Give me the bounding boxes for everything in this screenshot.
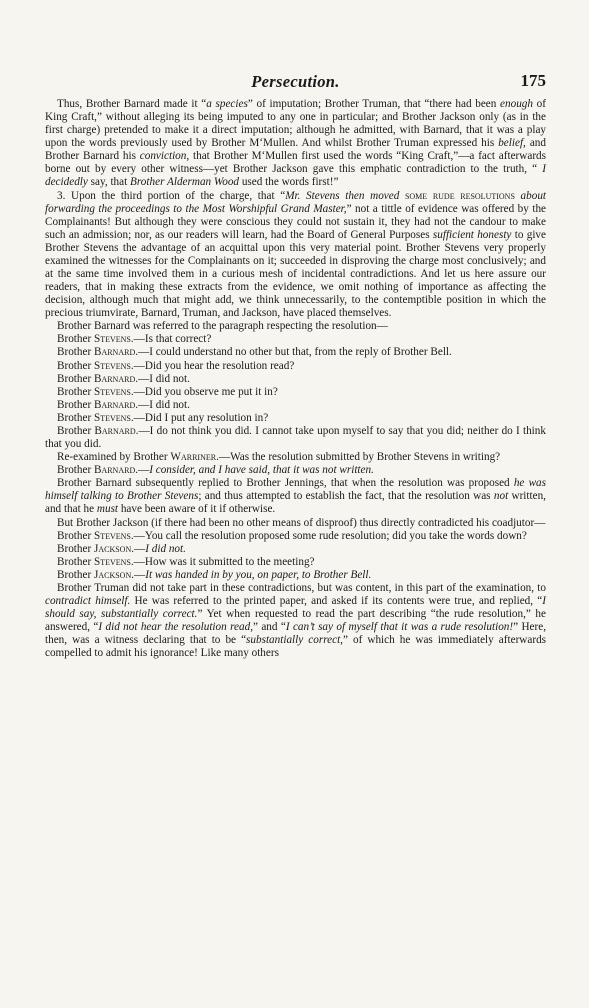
paragraph (45, 569, 546, 582)
italic-text: he was himself talking to Brother Stevens (45, 477, 546, 503)
paragraph (45, 412, 546, 425)
text-run: ; and thus attempted to establish the fact, that the resolution was (198, 490, 494, 503)
text-run: Brother Truman did not take part in these contradictions, but was content, in this part of the examination, to (57, 581, 546, 594)
small-caps-text: Barnard (93, 372, 136, 385)
text-run: ” of which he was immediately afterwards compelled to admit his ignorance! Like many others (45, 634, 547, 660)
text-run: Brother (57, 411, 94, 424)
italic-text: Brother Alderman Wood (130, 176, 240, 189)
text-run: Brother (57, 542, 94, 555)
text-run: of King Craft,” without alleging its being imputed to any one in particular; and Brother Jackson only (as in the first charge) pretended to make it a direct imputation; although he admitted, with Barnard, that it was a play upon the words previously used by Brother M‘Mullen. And whilst Brother Truman expressed his (45, 98, 546, 150)
small-caps-text: Stevens (93, 359, 131, 372)
small-caps-text: Jackson (93, 568, 132, 581)
italic-text: about forwarding the proceedings to the Most Worshipful Grand Master, (45, 189, 547, 215)
text-run: .—I could understand no other but that, from the reply of Brother Bell. (135, 346, 452, 359)
italic-text: sufficient honesty (432, 228, 512, 241)
text-run: written, and that he (45, 490, 546, 516)
text-run: .—I do not think you did. I cannot take upon myself to say that you did; neither do I think that you did. (45, 424, 546, 451)
italic-text: Mr. Stevens then moved (285, 189, 400, 202)
italic-text: I should say, substantially correct. (45, 594, 546, 621)
italic-text: I did not. (145, 542, 186, 555)
italic-text: must (96, 503, 119, 516)
small-caps-text: Barnard (94, 424, 136, 437)
italic-text: belief, (498, 137, 526, 150)
text-run: He was referred to the printed paper, and asked if its contents were true, and replied, “ (130, 594, 543, 607)
small-caps-text: Stevens (93, 333, 131, 346)
text-run: Brother Barnard was referred to the paragraph respecting the resolution— (57, 320, 388, 333)
paragraph (45, 582, 546, 660)
text-run: .—I did not. (135, 398, 190, 411)
small-caps-text: Stevens (93, 385, 131, 398)
paragraph (45, 477, 546, 516)
italic-text: conviction, (139, 150, 190, 163)
paragraph (45, 190, 546, 321)
text-run: Brother (57, 464, 94, 477)
text-run: .—I did not. (135, 372, 190, 385)
text-run: Brother Barnard subsequently replied to Brother Jennings, that when the resolution was proposed (57, 477, 514, 490)
page-number: 175 (520, 71, 546, 90)
text-run: Brother (57, 568, 94, 581)
text-run: ” Here, then, was a witness declaring that to be “ (45, 621, 546, 647)
text-run: .— (135, 464, 150, 477)
text-run: have been aware of it if otherwise. (118, 503, 276, 516)
text-run: Brother (57, 398, 94, 411)
italic-text: enough (500, 98, 533, 110)
text-run: Re-examined by Brother (57, 451, 171, 464)
small-caps-text: Jackson (93, 542, 132, 555)
text-run: and Brother Barnard his (45, 137, 546, 163)
italic-text: not (493, 490, 509, 503)
text-run: Brother (57, 424, 95, 437)
italic-text: substantially correct, (246, 634, 343, 647)
paragraph (45, 386, 546, 399)
text-run: say, that (87, 176, 131, 189)
paragraph (45, 517, 546, 530)
text-run: Brother (57, 333, 94, 346)
paragraph (45, 556, 546, 569)
text-run: .— (131, 542, 146, 555)
text-run: .—How was it submitted to the meeting? (130, 555, 315, 568)
small-caps-text: Warriner (170, 451, 217, 464)
text-run: ” not a tittle of evidence was offered by the Complainants! But although they were conscious they could not sustain it, they had not the candour to make such an admission; nor, as our readers will learn, had the Board of General Purposes (45, 202, 546, 241)
paragraph (45, 98, 546, 190)
text-run: But Brother Jackson (if there had been no other means of disproof) thus directly contradicted his coadjutor— (57, 516, 546, 529)
text-run: that Brother M‘Mullen first used the words “King Craft,”—a fact afterwards borne out by every other witness—yet Brother Jackson gave this emphatic contradiction to the truth, “ (45, 150, 547, 176)
paragraph (45, 346, 546, 359)
text-run: Brother (57, 372, 94, 385)
paragraph (45, 320, 546, 333)
paragraph (45, 543, 546, 556)
text-run: 3. Upon the third portion of the charge, that “ (57, 189, 286, 202)
small-caps-text: Barnard (93, 464, 136, 477)
small-caps-text: Barnard (93, 346, 136, 359)
page-header (45, 72, 546, 98)
text-run: ” and “ (253, 621, 286, 634)
paragraph (45, 333, 546, 346)
paragraph (45, 464, 546, 477)
small-caps-text: Stevens (93, 411, 131, 424)
italic-text: I decidedly (45, 163, 546, 189)
text-run: .—Did you observe me put it in? (130, 385, 278, 398)
text-run: Brother (57, 385, 94, 398)
text-run: Brother (57, 346, 94, 359)
small-caps-text: some rude resolutions (399, 189, 515, 202)
small-caps-text: Stevens (93, 529, 131, 542)
small-caps-text: Barnard (93, 398, 136, 411)
text-run: Thus, Brother Barnard made it “ (57, 98, 207, 110)
body-text (45, 98, 546, 660)
italic-text: contradict himself. (45, 594, 131, 607)
paragraph (45, 373, 546, 386)
paragraph (45, 425, 546, 451)
paragraph (45, 530, 546, 543)
small-caps-text: Stevens (93, 555, 131, 568)
italic-text: a species (206, 98, 248, 110)
italic-text: I consider, and I have said, that it was not written. (149, 464, 374, 477)
italic-text: It was handed in by you, on paper, to Brother Bell. (145, 568, 372, 581)
text-run: .—Did you hear the resolution read? (130, 359, 295, 372)
paragraph (45, 360, 546, 373)
text-run: .—Was the resolution submitted by Brother Stevens in writing? (216, 451, 501, 464)
text-run: Brother (57, 555, 94, 568)
text-run: ” Yet when requested to read the part describing “the rude resolution,” he answered, “ (45, 608, 546, 634)
text-run: ” of imputation; Brother Truman, that “there had been (247, 98, 501, 110)
text-run: to give Brother Stevens the advantage of an acquittal upon this very material point. Brother Stevens very properly examined the witnesses for the Complainants on it; succeeded in disproving the charge most conclusively; and at the same time involved them in a curious mesh of incidental contradictions. And let us here assure our readers, that in making these extracts from the evidence, we omit nothing of importance as affecting the decision, although much that might add, we think unnecessarily, to the contemptible position in which the precious triumvirate, Barnard, Truman, and Jackson, have placed themselves. (45, 228, 546, 320)
paragraph (45, 399, 546, 412)
text-run: used the words first!” (239, 176, 339, 189)
text-run: .—Did I put any resolution in? (130, 411, 269, 424)
running-title: Persecution. (251, 72, 340, 91)
text-run: .—Is that correct? (130, 333, 212, 346)
italic-text: I did not hear the resolution read, (98, 621, 253, 634)
text-run: .—You call the resolution proposed some rude resolution; did you take the words down? (130, 529, 527, 542)
italic-text: I can’t say of myself that it was a rude resolution! (285, 621, 514, 634)
text-run: Brother (57, 529, 94, 542)
paragraph (45, 451, 546, 464)
text-run: .— (131, 568, 146, 581)
text-run: Brother (57, 359, 94, 372)
